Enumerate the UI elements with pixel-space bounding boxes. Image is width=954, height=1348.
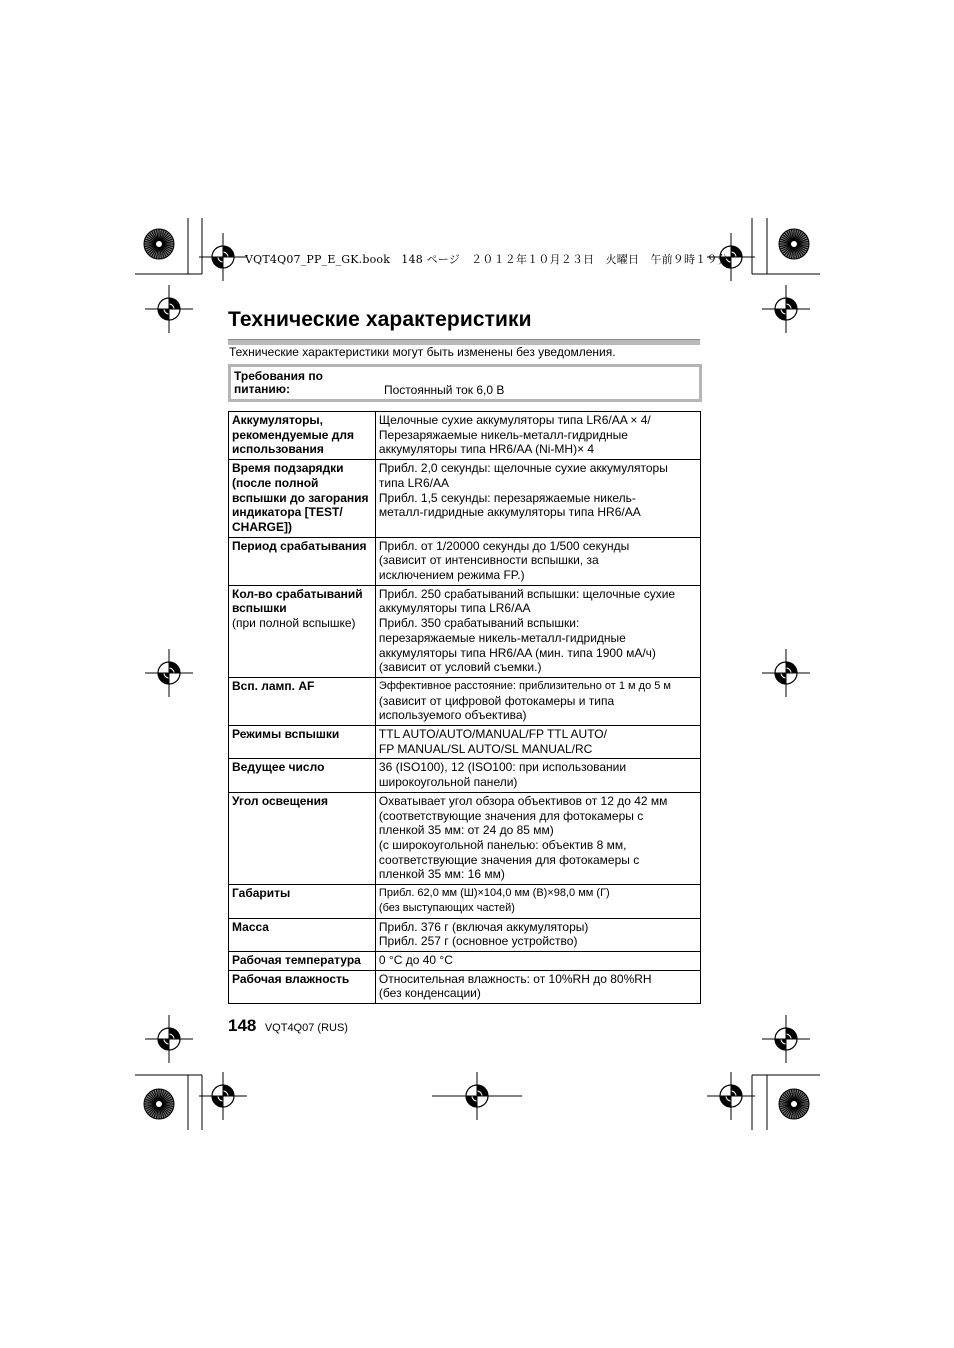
spec-value: [375, 759, 700, 792]
spec-row: [229, 885, 701, 918]
spec-value-line: TTL AUTO/AUTO/MANUAL/FP TTL AUTO/: [378, 727, 607, 742]
spec-value-line: аккумуляторы типа LR6/AA: [378, 601, 531, 616]
spec-value-line: типа LR6/AA: [378, 475, 449, 490]
spec-value-line: аккумуляторы типа HR6/AA (мин. типа 1900 мА/ч): [378, 645, 656, 660]
page-number: 148: [228, 1016, 257, 1035]
spec-label-text: Рабочая температура: [232, 952, 361, 967]
page-footer: [228, 1016, 348, 1036]
spec-label: [229, 585, 376, 677]
spec-value-line: Прибл. 2,0 секунды: щелочные сухие аккумуляторы: [378, 461, 668, 476]
spec-value-line: FP MANUAL/SL AUTO/SL MANUAL/RC: [378, 741, 593, 756]
spec-value: [375, 970, 700, 1003]
spec-value: [375, 585, 700, 677]
spec-row: [229, 970, 701, 1003]
spec-label-text: Кол-во срабатываний вспышки: [232, 586, 363, 616]
spec-label: [229, 792, 376, 884]
spec-value-line: (без выступающих частей): [378, 901, 515, 914]
spec-label-text: Время подзарядки (после полной вспышки до загорания индикатора [TEST/ CHARGE]): [232, 461, 369, 534]
spec-value-line: Прибл. 257 г (основное устройство): [378, 934, 578, 949]
power-value: Постоянный ток 6,0 В: [384, 383, 505, 397]
spec-label: [229, 970, 376, 1003]
specifications-table: [228, 411, 701, 1004]
spec-row: [229, 726, 701, 759]
spec-value-line: (зависит от интенсивности вспышки, за: [378, 553, 599, 568]
spec-value-line: Относительная влажность: от 10%RH до 80%RH: [378, 971, 652, 986]
intro-text: Технические характеристики могут быть изменены без уведомления.: [229, 345, 616, 359]
spec-value-line: Прибл. 350 срабатываний вспышки:: [378, 616, 580, 631]
spec-label: [229, 759, 376, 792]
spec-value-line: Прибл. 1,5 секунды: перезаряжаемые никель-: [378, 490, 636, 505]
spec-value-line: аккумуляторы типа HR6/AA (Ni-MH)× 4: [378, 442, 595, 457]
power-requirements-box: [228, 364, 702, 402]
spec-row: [229, 759, 701, 792]
spec-value-line: пленкой 35 мм: от 24 до 85 мм): [378, 823, 554, 838]
spec-label: [229, 951, 376, 970]
document-code: VQT4Q07 (RUS): [264, 1022, 348, 1034]
spec-value: [375, 537, 700, 585]
spec-row: [229, 585, 701, 677]
page-title: Технические характеристики: [228, 308, 532, 331]
spec-value-line: Прибл. 376 г (включая аккумуляторы): [378, 919, 589, 934]
spec-row: [229, 918, 701, 951]
spec-value-line: (зависит от цифровой фотокамеры и типа: [378, 693, 615, 708]
print-header-line: VQT4Q07_PP_E_GK.book 148 ページ ２０１２年１０月２３日 火曜日 午前９時１９分: [245, 253, 729, 266]
spec-label-text: Габариты: [232, 886, 291, 901]
spec-label: [229, 918, 376, 951]
spec-label-text: Период срабатывания: [232, 538, 367, 553]
spec-label-text: Масса: [232, 919, 269, 934]
spec-value-line: Щелочные сухие аккумуляторы типа LR6/AA × 4/: [378, 413, 651, 427]
spec-label: [229, 726, 376, 759]
spec-row: [229, 677, 701, 725]
spec-label-text: Всп. ламп. AF: [232, 678, 315, 693]
spec-value-line: металл-гидридные аккумуляторы типа HR6/AA: [378, 505, 641, 520]
registration-star-center: [156, 1101, 162, 1107]
registration-star-center: [156, 241, 162, 247]
spec-value: [375, 792, 700, 884]
spec-label-text: Угол освещения: [232, 793, 328, 808]
spec-value-line: Эффективное расстояние: приблизительно от 1 м до 5 м: [378, 679, 671, 692]
spec-value: [375, 412, 700, 460]
spec-value: [375, 951, 700, 970]
spec-value-line: используемого объектива): [378, 708, 527, 723]
spec-value: [375, 726, 700, 759]
spec-value-line: (соответствующие значения для фотокамеры с: [378, 808, 644, 823]
spec-value-line: 36 (ISO100), 12 (ISO100: при использовании: [378, 760, 627, 775]
spec-row: [229, 460, 701, 538]
spec-value-line: (зависит от условий съемки.): [378, 660, 542, 675]
spec-value-line: широкоугольной панели): [378, 775, 518, 790]
spec-label-text: Режимы вспышки: [232, 727, 340, 742]
spec-label: [229, 537, 376, 585]
spec-value-line: перезаряжаемые никель-металл-гидридные: [378, 630, 626, 645]
spec-value-line: Охватывает угол обзора объективов от 12 до 42 мм: [378, 793, 668, 808]
spec-value-line: (с широкоугольной панелью: объектив 8 мм,: [378, 837, 627, 852]
spec-value-line: (без конденсации): [378, 986, 481, 1001]
spec-row: [229, 412, 701, 460]
spec-value: [375, 918, 700, 951]
spec-value-line: соответствующие значения для фотокамеры с: [378, 852, 640, 867]
spec-value: [375, 677, 700, 725]
spec-value-line: Перезаряжаемые никель-металл-гидридные: [378, 427, 628, 442]
spec-label-text: Ведущее число: [232, 760, 325, 775]
spec-value-line: 0 °C до 40 °C: [378, 952, 453, 967]
spec-label: [229, 677, 376, 725]
spec-row: [229, 792, 701, 884]
spec-label-text: Аккумуляторы, рекомендуемые для использования: [232, 413, 354, 457]
spec-value-line: пленкой 35 мм: 16 мм): [378, 867, 505, 882]
spec-label-text: Рабочая влажность: [232, 971, 350, 986]
spec-value-line: исключением режима FP.): [378, 568, 525, 583]
spec-label: [229, 460, 376, 538]
spec-label: [229, 885, 376, 918]
spec-row: [229, 951, 701, 970]
spec-value-line: Прибл. 250 срабатываний вспышки: щелочные сухие: [378, 586, 676, 601]
spec-label: [229, 412, 376, 460]
spec-value-line: Прибл. 62,0 мм (Ш)×104,0 мм (В)×98,0 мм (Г): [378, 887, 610, 900]
registration-star-center: [791, 241, 797, 247]
spec-value: [375, 885, 700, 918]
spec-value-line: Прибл. от 1/20000 секунды до 1/500 секунды: [378, 538, 630, 553]
power-label: Требования по питанию:: [234, 369, 323, 396]
registration-star-center: [791, 1101, 797, 1107]
spec-value: [375, 460, 700, 538]
spec-row: [229, 537, 701, 585]
spec-label-note: (при полной вспышке): [232, 616, 356, 631]
